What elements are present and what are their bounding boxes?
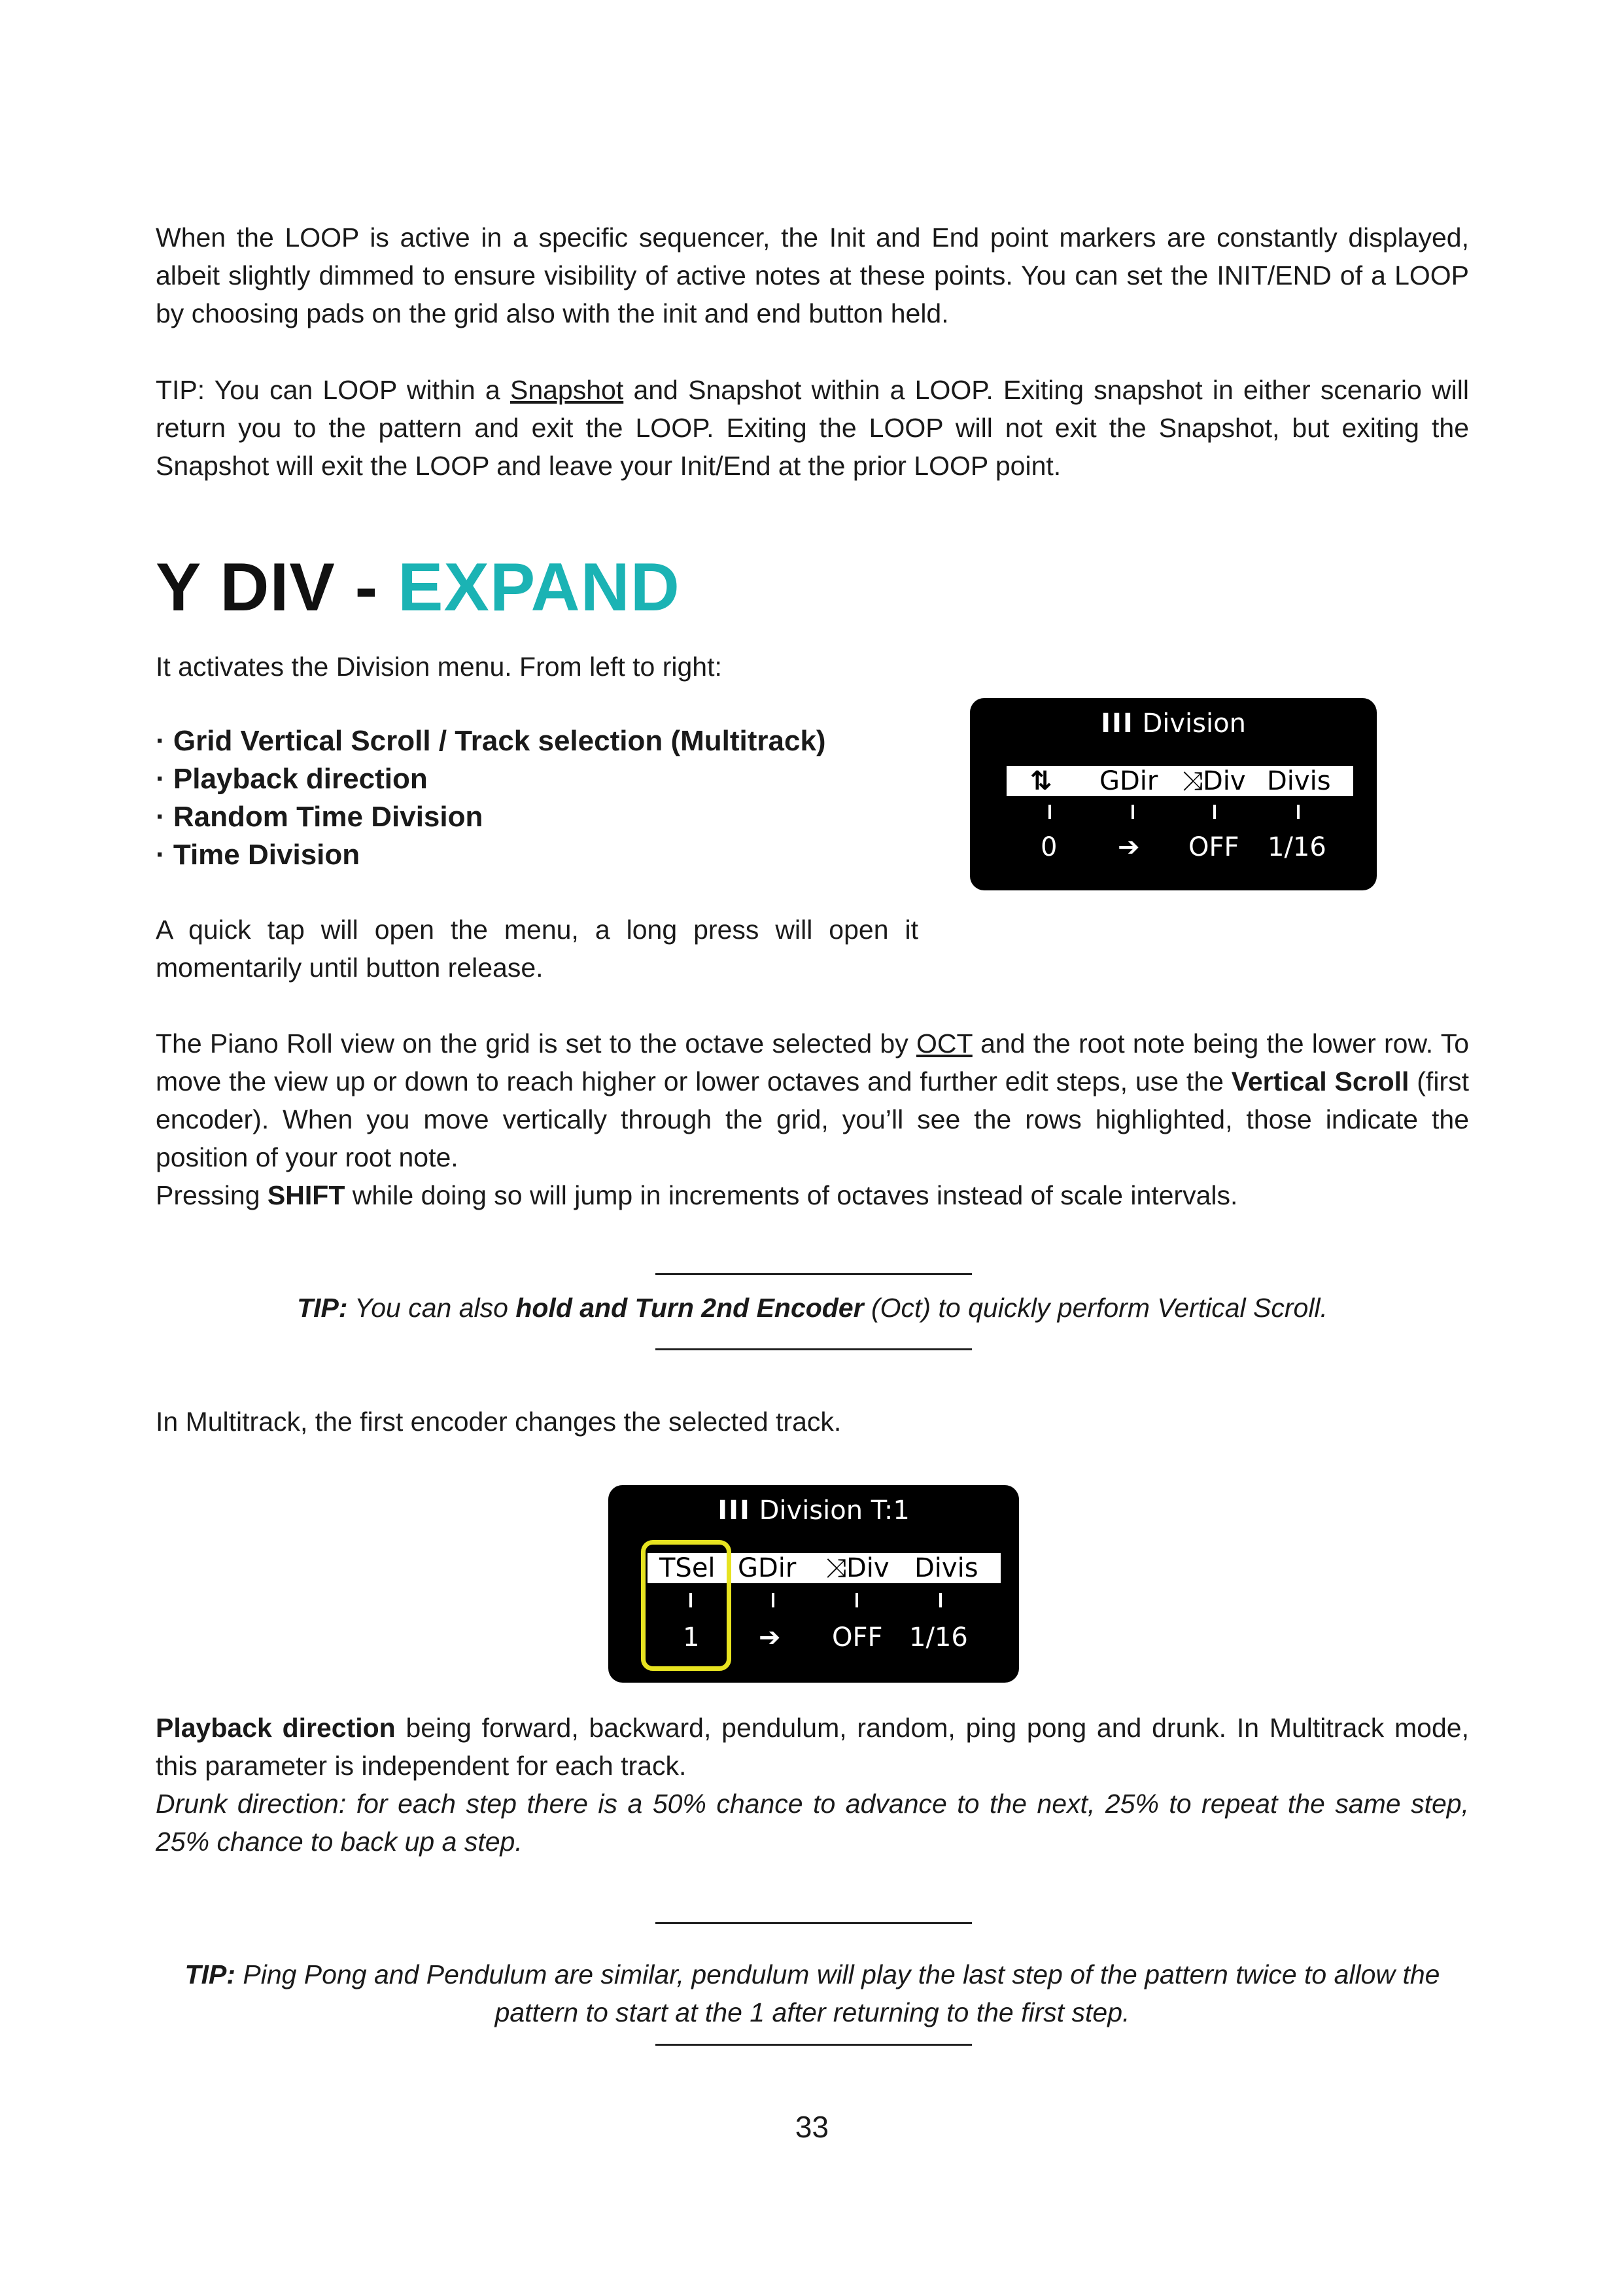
encoder-tick — [939, 1593, 942, 1607]
tip-emphasis: hold and Turn 2nd Encoder — [515, 1293, 864, 1323]
vertical-scroll-term: Vertical Scroll — [1231, 1066, 1409, 1096]
vertical-scroll-icon: ⇅ — [1030, 766, 1052, 796]
param-value: 1/16 — [909, 1622, 968, 1653]
tip-pendulum — [156, 1955, 1469, 2031]
drunk-paragraph: Drunk direction: for each step there is a 50% chance to advance to the next, 25% to repeat the same step, 25% chance to back up a step. — [156, 1789, 1469, 1857]
tip-text: (Oct) to quickly perform Vertical Scroll. — [863, 1293, 1328, 1323]
screen-parameter-bar — [1007, 766, 1353, 796]
encoder-tick — [1132, 805, 1134, 819]
snapshot-link[interactable]: Snapshot — [510, 375, 624, 405]
param-value: 0 — [1041, 832, 1058, 862]
tip-text: You can also — [347, 1293, 516, 1323]
tip-divider — [655, 1348, 972, 1350]
param-label: ⤨Div — [1182, 766, 1246, 796]
multitrack-paragraph: In Multitrack, the first encoder changes the selected track. — [156, 1407, 842, 1437]
screen-title-text: Division T:1 — [759, 1496, 910, 1526]
param-value: 1/16 — [1268, 832, 1326, 862]
param-label: TSel — [659, 1553, 716, 1583]
loop-tip-paragraph — [156, 371, 1469, 485]
section-heading — [156, 548, 680, 627]
tip-text: Ping Pong and Pendulum are similar, pendulum will play the last step of the pattern twice to allow the pattern to start at the 1 after returning to the first step. — [235, 1959, 1440, 2027]
playback-paragraph — [156, 1709, 1469, 1785]
param-value: OFF — [832, 1622, 883, 1653]
encoder-tick — [772, 1593, 774, 1607]
shift-term: SHIFT — [267, 1180, 345, 1210]
tip-vertical-scroll — [156, 1289, 1469, 1327]
oct-link[interactable]: OCT — [916, 1028, 973, 1059]
playback-term: Playback direction — [156, 1713, 396, 1743]
encoder-tick — [1213, 805, 1216, 819]
tip-divider — [655, 2044, 972, 2046]
screen-title — [608, 1496, 1019, 1526]
param-label: Divis — [914, 1553, 978, 1583]
encoder-tick — [855, 1593, 858, 1607]
heading-main: Y DIV - — [156, 550, 398, 625]
screen-values — [970, 832, 1377, 865]
encoder-tick — [1297, 805, 1300, 819]
param-label: GDir — [738, 1553, 797, 1583]
param-label: ⤨Div — [825, 1553, 890, 1583]
division-lead: It activates the Division menu. From left to right: — [156, 652, 722, 682]
loop-tip-prefix: TIP: You can LOOP within a — [156, 375, 510, 405]
piano-roll-paragraph — [156, 1025, 1469, 1176]
list-item: · Grid Vertical Scroll / Track selection (Multitrack) — [156, 725, 826, 757]
arrow-right-icon: ➔ — [759, 1622, 781, 1653]
tip-label: TIP: — [184, 1959, 235, 1989]
division-parameter-list — [156, 722, 941, 874]
param-value: OFF — [1188, 832, 1239, 862]
tip-label: TIP: — [297, 1293, 348, 1323]
param-value: 1 — [683, 1622, 700, 1653]
shift-paragraph — [156, 1176, 1469, 1214]
tip-divider — [655, 1273, 972, 1275]
piano-roll-text: and the root note being the lower row. To move the view up or down to reach higher or lower octaves and further edit steps, use the — [156, 1028, 1469, 1096]
piano-roll-text: (first encoder). When you move vertically through the grid, you’ll see the rows highlighted, those indicate the position of your root note. — [156, 1066, 1469, 1172]
screen-title-text: Division — [1142, 709, 1246, 739]
encoder-tick — [1048, 805, 1051, 819]
param-label: Divis — [1267, 766, 1331, 796]
quick-tap-paragraph: A quick tap will open the menu, a long press will open it momentarily until button release. — [156, 915, 918, 983]
tip-divider — [655, 1922, 972, 1924]
param-label: GDir — [1099, 766, 1158, 796]
playback-text: being forward, backward, pendulum, random, ping pong and drunk. In Multitrack mode, this parameter is independent for each track. — [156, 1713, 1469, 1781]
menu-bars-icon: III — [717, 1496, 751, 1526]
page-number: 33 — [795, 2110, 829, 2144]
piano-roll-text: The Piano Roll view on the grid is set to the octave selected by — [156, 1028, 916, 1059]
division-multitrack-screen — [608, 1485, 1019, 1683]
list-item: · Time Division — [156, 839, 360, 871]
loop-paragraph: When the LOOP is active in a specific sequencer, the Init and End point markers are constantly displayed, albeit slightly dimmed to ensure visibility of active notes at these points. You can set the INIT/END of a LOOP by choosing pads on the grid also with the init and end button held. — [156, 222, 1469, 328]
track-select-highlight — [641, 1540, 731, 1671]
division-menu-screen — [970, 698, 1377, 890]
arrow-right-icon: ➔ — [1118, 832, 1140, 862]
loop-tip-rest: and Snapshot within a LOOP. Exiting snapshot in either scenario will return you to the pattern and exit the LOOP. Exiting the LOOP will not exit the Snapshot, but exiting the Snapshot will exit the LOOP and leave your Init/End at the prior LOOP point. — [156, 375, 1469, 481]
list-item: · Playback direction — [156, 763, 428, 795]
screen-title — [970, 709, 1377, 739]
shift-text: while doing so will jump in increments of octaves instead of scale intervals. — [345, 1180, 1238, 1210]
list-item: · Random Time Division — [156, 801, 483, 833]
heading-accent: EXPAND — [398, 550, 680, 625]
menu-bars-icon: III — [1101, 709, 1134, 739]
shift-text: Pressing — [156, 1180, 268, 1210]
